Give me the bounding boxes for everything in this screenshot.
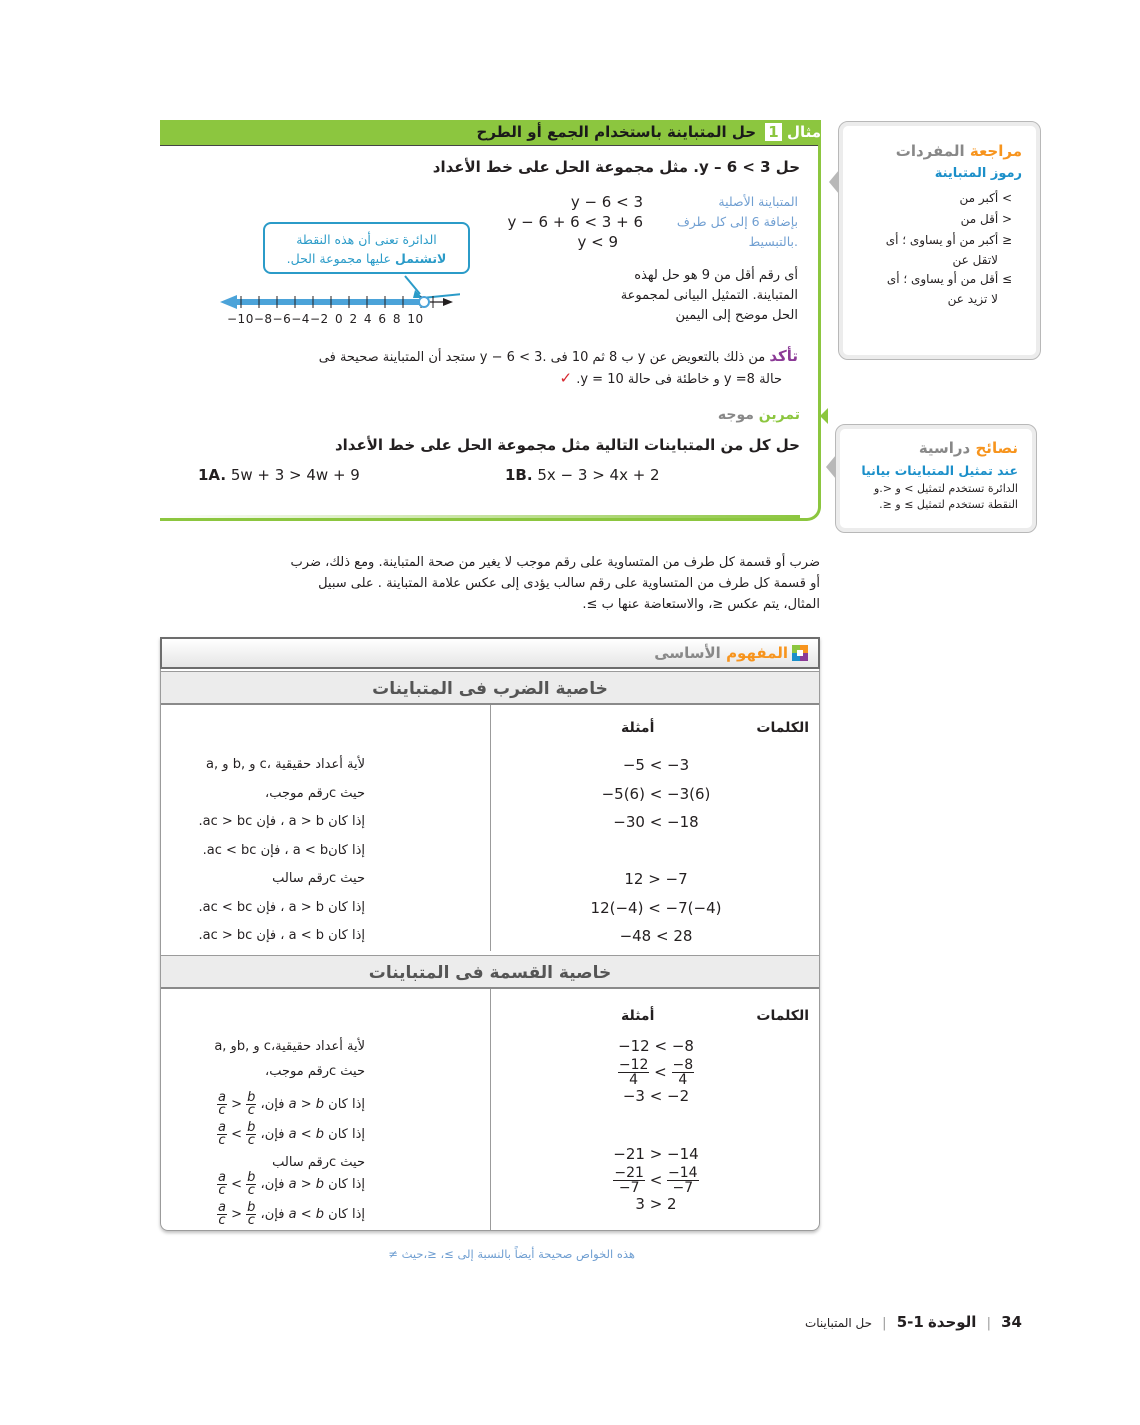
study-tip-body	[874, 481, 1018, 513]
study-tip-title	[919, 439, 1018, 457]
paragraph-line: أو قسمة كل طرف من المتساوية على رقم سالب يؤدى إلى عكس علامة المتباينة . على سبيل	[318, 576, 820, 591]
example-row: 12 > −7	[624, 870, 688, 888]
sidebar-pointer	[829, 170, 839, 194]
header-rule	[160, 145, 818, 146]
vocab-text-2: لا تزيد عن	[947, 292, 998, 306]
callout-bold: لاتشتمل	[394, 251, 447, 266]
tick-label: 10	[407, 312, 424, 326]
words-header: الكلمات	[756, 1008, 809, 1024]
guided-practice-label-b: موجه	[717, 407, 754, 423]
words-row: لأية أعداد حقيقية ،c و ,b و ,a	[206, 757, 365, 772]
explanation-line: الحل موضح إلى اليمين	[675, 308, 798, 323]
number-line-labels	[227, 312, 424, 326]
paragraph-line: ضرب أو قسمة كل طرف من المتساوية على رقم موجب لا يغير من صحة المتباينة. ومع ذلك، ضرب	[290, 555, 820, 570]
key-concept-logo-icon	[792, 645, 808, 661]
multiplication-heading: خاصية الضرب فى المتباينات	[161, 671, 819, 705]
page-footer	[805, 1313, 1022, 1331]
vocab-title	[896, 142, 1022, 160]
words-row: إذا كان a > b ، فإن ac < bc.	[198, 899, 365, 915]
guided-practice-label-a: تمرين	[758, 407, 800, 423]
steps-math	[508, 192, 643, 252]
words-row: حيث cرقم موجب،	[265, 1064, 365, 1079]
study-tip-sidebar	[835, 424, 1037, 533]
body-paragraph	[210, 552, 820, 615]
division-words	[165, 1034, 365, 1084]
exercise-1b-id: 1B.	[505, 466, 533, 484]
key-concept-header	[160, 637, 820, 669]
study-tip-line-2: النقطة تستخدم لتمثيل ≥ و ≤.	[879, 498, 1018, 511]
step-3-math: y < 9	[577, 233, 618, 251]
words-row: إذا كان a > b ، فإن ac > bc.	[198, 814, 365, 829]
unit-label: الوحدة	[927, 1313, 977, 1331]
tick-label: −6	[272, 312, 292, 326]
left-arrow-icon	[220, 295, 237, 309]
study-tip-line-1: الدائرة تستخدم لتمثيل > و <.و	[873, 482, 1018, 495]
vocab-item	[854, 188, 1024, 209]
steps-notes	[677, 192, 798, 252]
exercise-1b[interactable]	[505, 466, 660, 484]
step-3-note: .بالتبسيط	[748, 234, 798, 249]
example-number-badge	[765, 123, 821, 142]
symbol: ≤	[1002, 272, 1013, 286]
step-1-math: y − 6 < 3	[570, 193, 643, 211]
example-row: $\frac{-12}{4}$ < $\frac{-8}{4}$	[618, 1057, 694, 1088]
callout-line-2: عليها مجموعة الحل.	[286, 251, 391, 266]
words-row: لأية أعداد حقيقية،c و ,bو ,a	[214, 1039, 365, 1054]
symbol: ≥	[1002, 233, 1013, 247]
callout-line-1: الدائرة تعنى أن هذه النقطة	[296, 232, 437, 247]
vocab-item	[854, 269, 1024, 308]
paragraph-line: المثال، يتم عكس ≤، والاستعاضة عنها ب ≥.	[582, 597, 820, 612]
words-row: إذا كان a < b فإن، $\frac{a}{c}$ < $\frac{b}{c}$	[218, 1120, 365, 1148]
words-row: حيث cرقم سالب	[272, 1155, 365, 1170]
example-row: −3 < −2	[622, 1087, 690, 1105]
example-row: −5 < −3	[622, 756, 690, 774]
page-number: 34	[1001, 1313, 1022, 1331]
key-concept-title-a: المفهوم	[726, 644, 788, 662]
bottom-rule	[160, 515, 800, 518]
tick-label: 4	[363, 312, 373, 326]
check-section	[198, 346, 798, 390]
example-row: −5(6) < −3(6)	[601, 784, 711, 803]
words-row: إذا كان a < b ، فإن ac > bc.	[198, 928, 365, 943]
words-row: إذا كان a > b فإن، $\frac{a}{c}$ < $\frac{b}{c}$	[218, 1170, 365, 1198]
tick-label: 0	[334, 312, 344, 326]
example-title: حل المتباينة باستخدام الجمع أو الطرح	[476, 123, 757, 141]
key-concept-title-b: الأساسى	[654, 644, 721, 662]
division-examples	[491, 1034, 821, 1105]
example-number: 1	[765, 123, 781, 141]
vocab-text: أكبر من	[959, 191, 999, 205]
words-header: الكلمات	[756, 720, 809, 736]
vocab-text: أقل من	[960, 212, 999, 226]
words-row: حيث cرقم موجب،	[265, 785, 365, 801]
open-circle-icon	[419, 297, 429, 307]
check-mark-icon: ✓	[559, 369, 573, 387]
vocab-item	[854, 209, 1024, 230]
words-row: حيث cرقم سالب	[272, 871, 365, 886]
explanation-line: أى رقم أقل من 9 هو حل لهذه	[634, 268, 798, 283]
step-2-note: بإضافة 6 إلى كل طرف	[676, 214, 798, 229]
callout-arrow	[422, 280, 460, 298]
example-row: 12(−4) < −7(−4)	[590, 898, 722, 917]
tick-label: 8	[392, 312, 401, 326]
step-1-note: المتباينة الأصلية	[718, 194, 798, 209]
vocab-text: أقل من أو يساوى ؛ أى	[886, 272, 999, 286]
vocab-list	[854, 188, 1024, 308]
callout-pointer	[405, 276, 420, 294]
division-examples-neg	[491, 1142, 821, 1213]
division-heading: خاصية القسمة فى المتباينات	[161, 955, 819, 989]
number-line-callout	[263, 222, 470, 274]
key-concept-box	[160, 637, 820, 1231]
study-tip-subtitle: عند تمثيل المتباينات بيانيا	[861, 463, 1018, 478]
vocab-text: أكبر من أو يساوى ؛ أى	[885, 233, 999, 247]
vocab-text-2: لاتقل عن	[952, 253, 998, 267]
unit-number: 5-1	[896, 1313, 924, 1331]
sidebar-pointer	[826, 455, 836, 479]
example-header	[160, 120, 821, 145]
check-line-1: من ذلك بالتعويض عن y ب 8 ثم 10 فى .3 > 6 − y ستجد أن المتباينة صحيحة فى	[318, 350, 766, 365]
footnote: هذه الخواص صحيحة أيضاً بالنسبة إلى ≥، ≤،حيث ≠	[388, 1247, 635, 1261]
right-arrow-icon	[443, 298, 453, 306]
example-row: −21 > −14	[613, 1145, 699, 1163]
multiplication-examples	[491, 751, 821, 951]
example-row: −48 < 28	[619, 927, 693, 945]
exercise-1a[interactable]	[198, 466, 360, 484]
example-row: −12 < −8	[618, 1037, 694, 1055]
words-row: إذا كانa < b ، فإن ac < bc.	[202, 842, 365, 858]
example-row: 3 > 2	[635, 1195, 677, 1213]
guided-practice-title	[718, 407, 800, 423]
multiplication-words	[165, 751, 365, 951]
footer-separator: |	[882, 1316, 887, 1331]
footer-separator: |	[986, 1316, 991, 1331]
vocab-title-a: مراجعة	[969, 142, 1022, 160]
vocab-item	[854, 230, 1024, 269]
words-row: إذا كان a < b فإن، $\frac{a}{c}$ > $\frac{b}{c}$	[218, 1200, 365, 1228]
study-tip-title-a: نصائح	[975, 439, 1018, 457]
exercise-1a-id: 1A.	[198, 466, 227, 484]
vocab-subtitle: رموز المتباينة	[934, 166, 1022, 181]
check-line-2: حالة 8= y و خاطئة فى حالة 10 = y.	[576, 372, 782, 387]
words-row: إذا كان a > b فإن، $\frac{a}{c}$ > $\frac{b}{c}$	[218, 1090, 365, 1118]
division-words-fractions	[165, 1090, 365, 1150]
division-words-fractions-neg	[165, 1170, 365, 1230]
example-row	[491, 837, 821, 866]
tick-label: 2	[349, 312, 358, 326]
example-row: $\frac{-21}{-7}$ < $\frac{-14}{-7}$	[614, 1165, 698, 1196]
exercise-1b-expr: 5x − 3 > 4x + 2	[537, 466, 660, 484]
study-tip-title-b: دراسية	[918, 439, 971, 457]
lesson-title: حل المتباينات	[804, 1316, 873, 1330]
example-row: −30 < −18	[613, 813, 699, 831]
vocab-review-sidebar	[838, 121, 1041, 360]
examples-header: أمثلة	[621, 1008, 655, 1024]
tick-label: 6	[378, 312, 387, 326]
tick-label: −4	[291, 312, 310, 326]
example-prompt: حل 3 > 6 – y. مثل مجموعة الحل على خط الأعداد	[432, 158, 800, 176]
guided-practice-marker	[820, 408, 828, 424]
example-label: مثال	[786, 123, 821, 141]
step-2-math: y − 6 + 6 < 3 + 6	[507, 213, 643, 231]
vocab-title-b: المفردات	[895, 142, 965, 160]
symbol: <	[1002, 191, 1013, 205]
symbol: >	[1002, 212, 1013, 226]
exercise-1a-expr: 5w + 3 > 4w + 9	[230, 466, 360, 484]
check-label: تأكد	[769, 347, 798, 365]
tick-label: −10	[227, 312, 254, 326]
tick-label: −2	[309, 312, 329, 326]
tick-label: −8	[253, 312, 273, 326]
explanation-line: المتباينة. التمثيل البيانى لمجموعة	[620, 288, 798, 303]
guided-practice-prompt: حل كل من المتباينات التالية مثل مجموعة الحل على خط الأعداد	[334, 436, 800, 454]
explanation	[598, 266, 798, 326]
examples-header: أمثلة	[621, 720, 655, 736]
